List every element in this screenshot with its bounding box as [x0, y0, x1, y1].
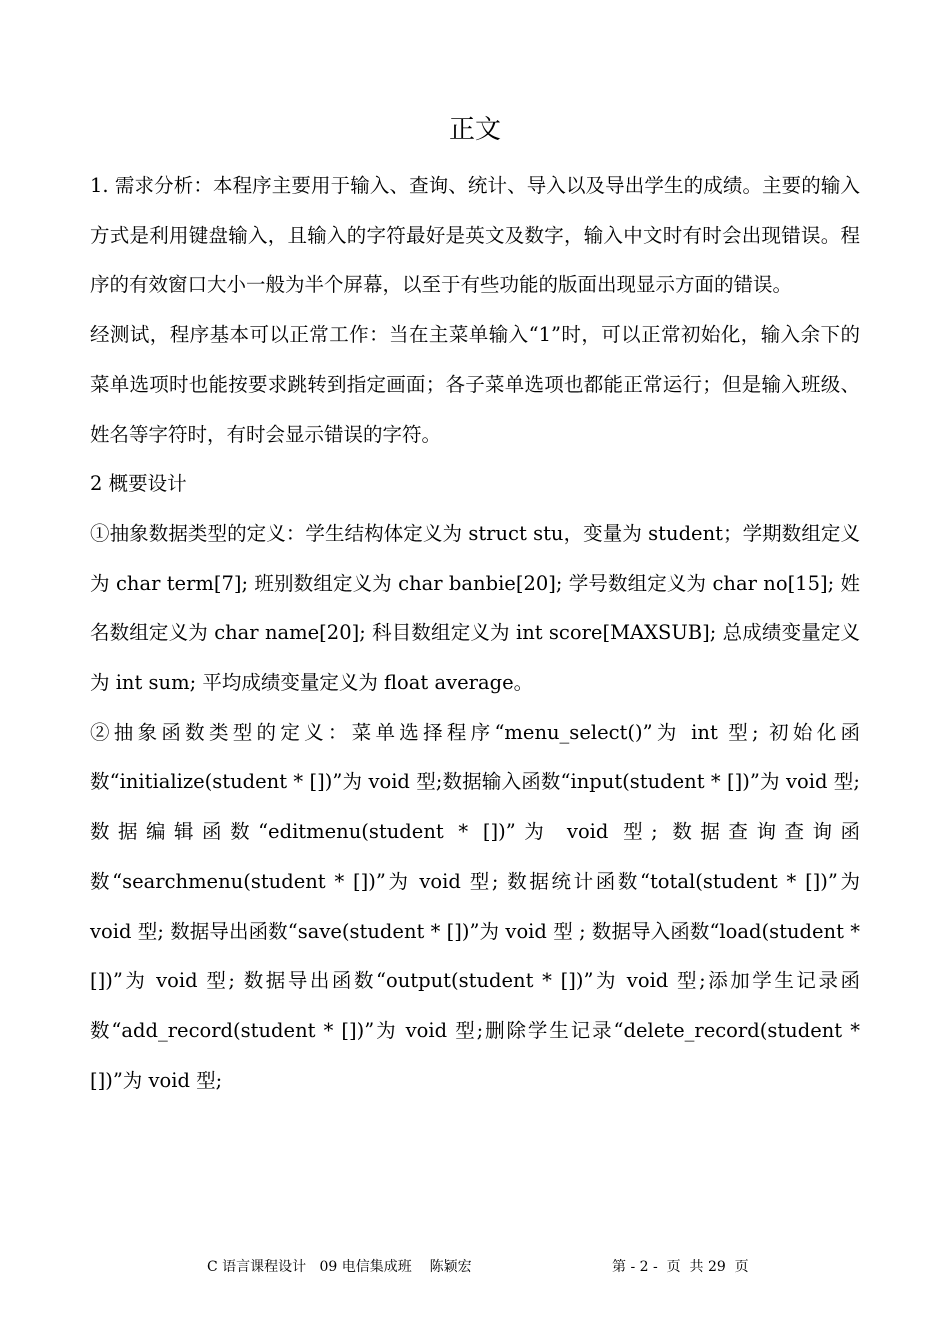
paragraph-data-types: ①抽象数据类型的定义：学生结构体定义为 struct stu，变量为 student；学期数组定义为 char term[7]; 班别数组定义为 char banbie[20]; 学号数组定义为 char no[15]; 姓名数组定义为 char name[20]; 科目数组定义为 int score[MAXSUB]; 总成绩变量定义为 int sum; 平均成绩变量定义为 float average。: [90, 521, 860, 695]
body-text: [90, 161, 860, 1105]
footer-page-number: 第 - 2 - 页 共 29 页: [612, 1259, 749, 1275]
page-title: 正文: [448, 115, 501, 145]
paragraph-function-types: ②抽象函数类型的定义：菜单选择程序“menu_select()”为 int 型; 初始化函数“initialize(student * [])”为 void 型;数据输入函数“input(student * [])”为 void 型;数据编辑函数“editmenu(student * [])”为 void 型; 数据查询查询函数“searchmenu(student * [])”为 void 型; 数据统计函数“total(student * [])”为 void 型; 数据导出函数“save(student * [])”为 void 型 ; 数据导入函数“load(student * [])”为 void 型; 数据导出函数“output(student * [])”为 void 型;添加学生记录函数“add_record(student * [])”为 void 型;删除学生记录“delete_record(student * [])”为 void 型;: [90, 720, 860, 1092]
paragraph-testing: 经测试，程序基本可以正常工作：当在主菜单输入“1”时，可以正常初始化，输入余下的菜单选项时也能按要求跳转到指定画面；各子菜单选项也都能正常运行；但是输入班级、姓名等字符时，有时会显示错误的字符。: [90, 323, 860, 446]
section-heading-design: 2 概要设计: [90, 472, 187, 496]
footer-course-info: C 语言课程设计 09 电信集成班 陈颖宏: [207, 1259, 472, 1275]
paragraph-requirements: 1. 需求分析：本程序主要用于输入、查询、统计、导入以及导出学生的成绩。主要的输入方式是利用键盘输入，且输入的字符最好是英文及数字，输入中文时有时会出现错误。程序的有效窗口大小一般为半个屏幕，以至于有些功能的版面出现显示方面的错误。: [90, 174, 860, 297]
